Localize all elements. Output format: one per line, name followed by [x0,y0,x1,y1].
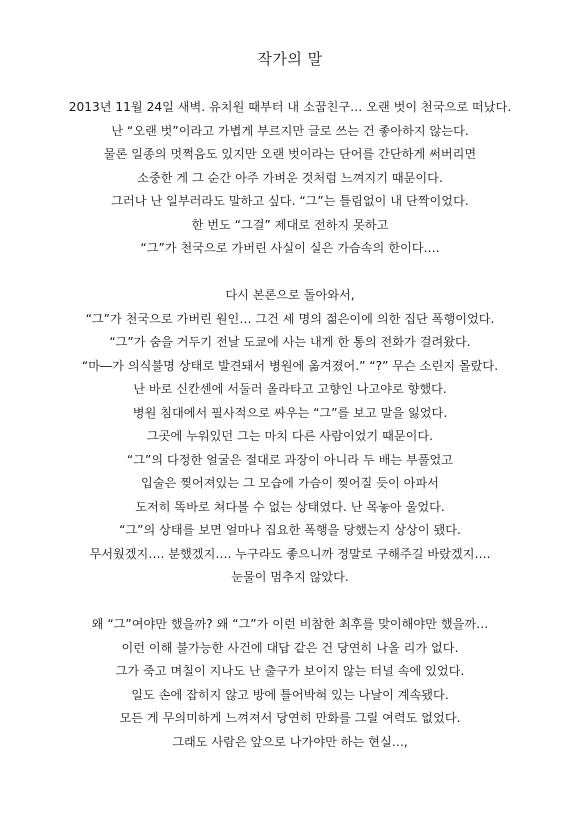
paragraph-gap [0,590,580,614]
text-line: 눈물이 멈추지 않았다. [231,570,349,584]
body-text [0,96,580,754]
text-line: 난 바로 신칸센에 서둘러 올라타고 고향인 나고야로 향했다. [133,382,447,396]
text-line: 왜 “그”여야만 했을까? 왜 “그”가 이런 비참한 최후를 맞이해야만 했을까… [91,617,489,631]
text-line: 일도 손에 잡히지 않고 방에 틀어박혀 있는 나날이 계속됐다. [131,687,449,702]
paragraph-1 [0,96,580,284]
text-line: 그래도 사람은 앞으로 나가야만 하는 현실…, [172,734,408,749]
text-line: “그”가 숨을 거두기 전날 도쿄에 사는 내게 한 통의 전화가 걸려왔다. [109,335,471,349]
text-line: 소중한 게 그 순간 아주 가벼운 것처럼 느껴지기 때문이다. [137,170,443,185]
text-line: 모든 게 무의미하게 느껴져서 당연히 만화를 그릴 여력도 없었다. [119,711,461,725]
text-line: 그러나 난 일부러라도 말하고 싶다. “그”는 틀림없이 내 단짝이었다. [111,194,469,208]
text-line: 한 번도 “그걸” 제대로 전하지 못하고 [191,217,389,232]
text-line: 도저히 똑바로 쳐다볼 수 없는 상태였다. 난 목놓아 울었다. [135,499,445,514]
text-line: 다시 본론으로 돌아와서, [225,288,355,302]
text-line: “그”가 천국으로 가버린 원인… 그건 세 명의 젊은이에 의한 집단 폭행이었다. [85,311,495,326]
text-line: 그가 죽고 며칠이 지나도 난 출구가 보이지 않는 터널 속에 있었다. [115,664,465,678]
text-line: 물론 일종의 멋쩍음도 있지만 오랜 벗이라는 단어를 간단하게 써버리면 [103,147,477,161]
paragraph-3 [0,613,580,754]
text-line: “그”의 상태를 보면 얼마나 집요한 폭행을 당했는지 상상이 됐다. [119,523,461,537]
text-line: 병원 침대에서 필사적으로 싸우는 “그”를 보고 말을 잃었다. [132,405,448,420]
text-line: 무서웠겠지…. 분했겠지…. 누구라도 좋으니까 정말로 구해주길 바랐겠지…. [89,546,491,561]
paragraph-2 [0,284,580,613]
text-line: 이런 이해 불가능한 사건에 대답 같은 건 당연히 나올 리가 없다. [121,640,459,655]
page-title: 작가의 말 [257,50,323,68]
text-line: 2013년 11월 24일 새벽. 유치원 때부터 내 소꿉친구… 오랜 벗이 천국으로 떠났다. [68,100,512,114]
text-line: “그”의 다정한 얼굴은 절대로 과장이 아니라 두 배는 부풀었고 [126,452,454,467]
text-line: 그곳에 누워있던 그는 마치 다른 사람이었기 때문이다. [146,429,434,443]
text-line: “그”가 천국으로 가버린 사실이 실은 가슴속의 한이다…. [140,241,440,255]
text-line: “마―가 의식불명 상태로 발견돼서 병원에 옮겨졌어.” “?” 무슨 소린지 몰랐다. [81,358,499,373]
text-line: 난 “오랜 벗”이라고 가볍게 부르지만 글로 쓰는 건 좋아하지 않는다. [111,123,469,138]
text-line: 입술은 찢어져있는 그 모습에 가슴이 찢어질 듯이 아파서 [141,476,439,490]
paragraph-gap [0,261,580,285]
